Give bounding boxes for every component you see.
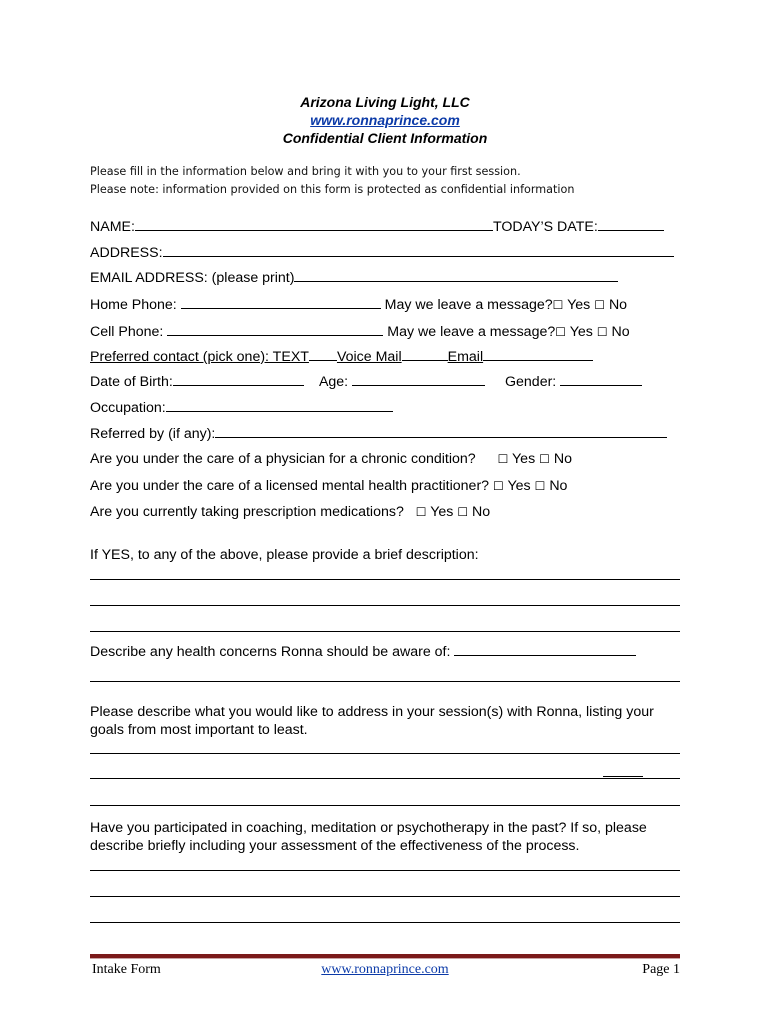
website-link[interactable]: www.ronnaprince.com — [310, 112, 460, 128]
health-concerns-inline-field[interactable] — [454, 641, 636, 656]
voicemail-spacer-line — [402, 346, 448, 361]
mental-health-yes-label: Yes — [507, 478, 531, 494]
age-label: Age: — [318, 374, 349, 390]
preferred-contact-row — [90, 346, 593, 366]
goals-answer-line-2[interactable] — [90, 778, 680, 779]
home-phone-row — [90, 294, 627, 314]
address-label: ADDRESS: — [90, 245, 163, 261]
email-label: EMAIL ADDRESS: (please print) — [90, 270, 295, 286]
todays-date-field[interactable] — [598, 216, 664, 231]
cell-phone-field[interactable] — [167, 321, 383, 336]
goals-answer-line-1[interactable] — [90, 753, 680, 754]
email-row — [90, 267, 618, 287]
physician-yes-checkbox-icon[interactable]: ☐ — [497, 452, 509, 466]
cell-message-yes-checkbox-icon[interactable]: ☐ — [555, 325, 567, 339]
physician-yes-label: Yes — [512, 451, 536, 467]
medications-no-label: No — [472, 504, 491, 520]
health-concerns-row — [90, 641, 636, 661]
gender-label: Gender: — [504, 374, 557, 390]
medications-yes-checkbox-icon[interactable]: ☐ — [415, 505, 427, 519]
todays-date-label: TODAY’S DATE: — [492, 219, 598, 235]
email-spacer-line — [483, 346, 593, 361]
if-yes-answer-line-3[interactable] — [90, 631, 680, 632]
preferred-contact-text-option[interactable]: Preferred contact (pick one): TEXT — [90, 349, 309, 365]
occupation-label: Occupation: — [90, 400, 166, 416]
goals-short-underline — [603, 776, 643, 777]
name-field[interactable] — [135, 216, 493, 231]
footer-divider — [90, 954, 680, 959]
cell-message-no-label: No — [611, 324, 630, 340]
medications-no-checkbox-icon[interactable]: ☐ — [457, 505, 469, 519]
gender-field[interactable] — [560, 371, 642, 386]
cell-message-no-checkbox-icon[interactable]: ☐ — [596, 325, 608, 339]
mental-health-yes-checkbox-icon[interactable]: ☐ — [493, 479, 504, 493]
home-message-no-label: No — [608, 297, 628, 313]
mental-health-no-checkbox-icon[interactable]: ☐ — [534, 479, 546, 493]
intro-line-1: Please fill in the information below and bring it with you to your first session. — [90, 165, 521, 178]
health-concerns-prompt: Describe any health concerns Ronna should be aware of: — [90, 644, 451, 660]
occupation-field[interactable] — [166, 397, 393, 412]
health-concerns-answer-line[interactable] — [90, 681, 680, 682]
medications-question-row — [90, 503, 490, 521]
footer-form-name: Intake Form — [92, 962, 161, 977]
email-field[interactable] — [294, 267, 618, 282]
footer-page-number: Page 1 — [642, 962, 680, 977]
if-yes-prompt: If YES, to any of the above, please provide a brief description: — [90, 547, 479, 563]
address-field[interactable] — [163, 242, 674, 257]
age-field[interactable] — [352, 371, 485, 386]
voice-mail-option[interactable]: Voice Mail — [336, 349, 402, 365]
if-yes-answer-line-2[interactable] — [90, 605, 680, 606]
referred-field[interactable] — [215, 423, 667, 438]
referred-row — [90, 423, 667, 443]
mental-health-no-label: No — [549, 478, 568, 494]
form-title: Confidential Client Information — [282, 130, 488, 146]
medications-question: Are you currently taking prescription medications? — [90, 504, 404, 520]
home-phone-field[interactable] — [181, 294, 381, 309]
physician-no-checkbox-icon[interactable]: ☐ — [539, 452, 550, 466]
past-experience-answer-line-2[interactable] — [90, 896, 680, 897]
home-message-no-checkbox-icon[interactable]: ☐ — [594, 298, 605, 312]
dob-row — [90, 371, 642, 391]
past-experience-answer-line-1[interactable] — [90, 870, 680, 871]
medications-yes-label: Yes — [430, 504, 454, 520]
referred-label: Referred by (if any): — [90, 426, 216, 442]
name-label: NAME: — [90, 219, 135, 235]
intro-line-2: Please note: information provided on this form is protected as confidential information — [90, 183, 575, 196]
company-name: Arizona Living Light, LLC — [300, 94, 470, 110]
footer-website-link[interactable]: www.ronnaprince.com — [321, 962, 449, 977]
past-experience-answer-line-3[interactable] — [90, 922, 680, 923]
home-message-yes-label: Yes — [567, 297, 591, 313]
page-footer — [90, 962, 680, 980]
text-spacer-line — [309, 346, 337, 361]
past-experience-prompt: Have you participated in coaching, meditation or psychotherapy in the past? If so, please describe briefly including your assessment of the effectiveness of the process. — [90, 820, 647, 854]
goals-answer-line-3[interactable] — [90, 805, 680, 806]
physician-question: Are you under the care of a physician for a chronic condition? — [90, 451, 476, 467]
home-phone-label: Home Phone: — [90, 297, 177, 313]
address-row — [90, 242, 674, 262]
cell-message-yes-label: Yes — [569, 324, 593, 340]
intro-text — [90, 163, 574, 199]
cell-message-question: May we leave a message? — [387, 324, 556, 340]
home-message-yes-checkbox-icon[interactable]: ☐ — [552, 298, 564, 312]
cell-phone-row — [90, 321, 630, 341]
dob-label: Date of Birth: — [90, 374, 173, 390]
name-row — [90, 216, 664, 236]
home-message-question: May we leave a message? — [384, 297, 553, 313]
if-yes-answer-line-1[interactable] — [90, 579, 680, 580]
goals-prompt: Please describe what you would like to address in your session(s) with Ronna, listing your goals from most important to least. — [90, 704, 654, 738]
mental-health-question-row — [90, 477, 567, 495]
cell-phone-label: Cell Phone: — [90, 324, 164, 340]
physician-no-label: No — [553, 451, 572, 467]
physician-question-row — [90, 450, 572, 468]
occupation-row — [90, 397, 393, 417]
form-header — [0, 93, 770, 147]
email-option[interactable]: Email — [447, 349, 484, 365]
dob-field[interactable] — [173, 371, 304, 386]
mental-health-question: Are you under the care of a licensed mental health practitioner? — [90, 478, 490, 494]
